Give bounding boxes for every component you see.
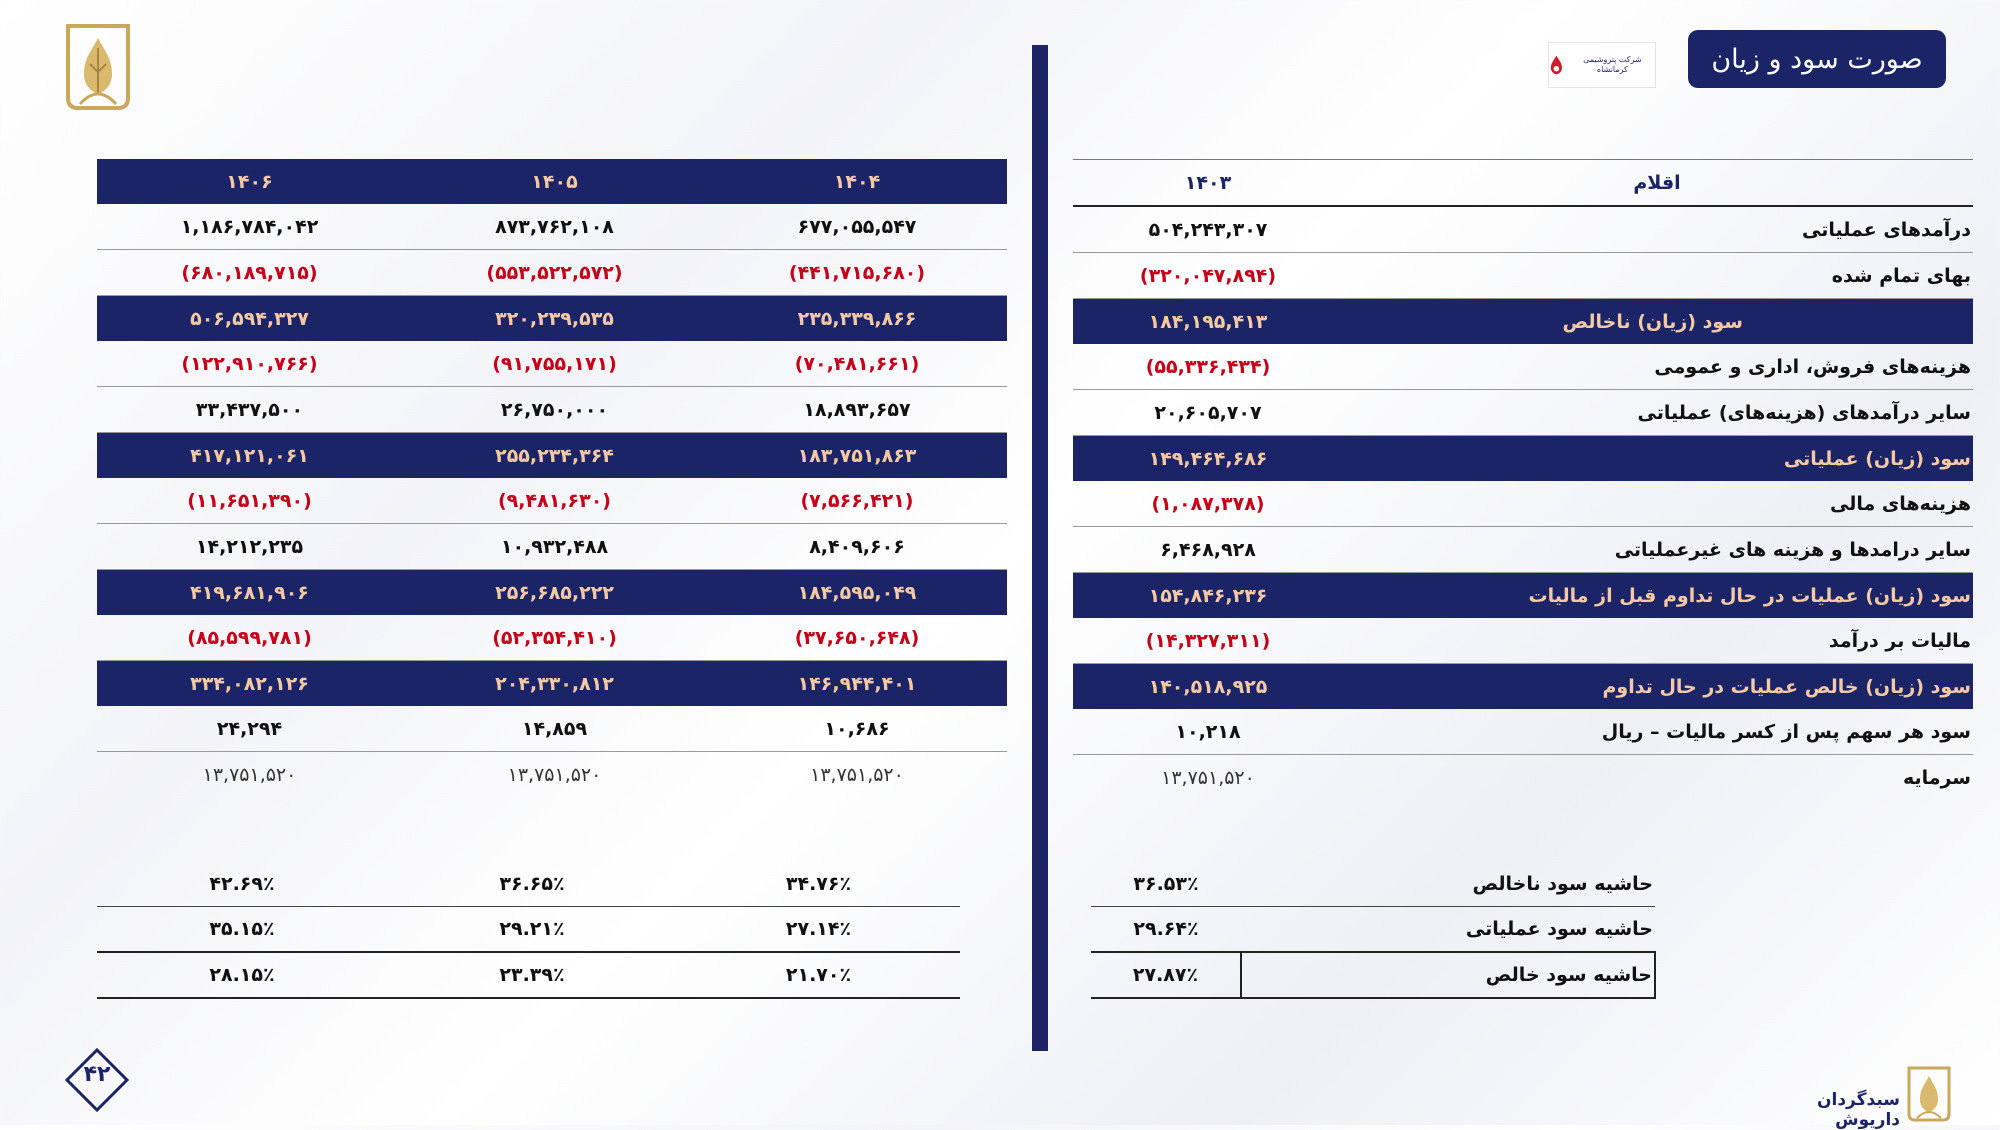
table-cell: (۱۴,۳۲۷,۳۱۱) — [1073, 618, 1343, 664]
income-header-row — [1073, 160, 1973, 207]
projection-margins-table — [97, 862, 960, 999]
table-cell: ۴۲.۶۹٪ — [97, 862, 387, 907]
table-row — [97, 706, 1007, 752]
row-label: سود (زیان) ناخالص — [1343, 299, 1973, 345]
table-cell: (۳۷,۶۵۰,۶۴۸) — [707, 615, 1007, 661]
table-row — [1073, 253, 1973, 299]
table-cell: ۱,۱۸۶,۷۸۴,۰۴۲ — [97, 204, 402, 250]
table-row — [1073, 481, 1973, 527]
row-label: مالیات بر درآمد — [1343, 618, 1973, 664]
table-cell: (۹,۴۸۱,۶۳۰) — [402, 478, 707, 524]
table-cell: (۱۱,۶۵۱,۳۹۰) — [97, 478, 402, 524]
table-cell: ۸,۴۰۹,۶۰۶ — [707, 524, 1007, 570]
table-cell: (۵۲,۳۵۴,۴۱۰) — [402, 615, 707, 661]
table-cell: ۲۰۴,۳۳۰,۸۱۲ — [402, 661, 707, 707]
table-cell: ۳۶.۵۳٪ — [1091, 862, 1241, 907]
table-cell: (۷۰,۴۸۱,۶۶۱) — [707, 341, 1007, 387]
table-row — [1073, 344, 1973, 390]
table-cell: ۲۷.۸۷٪ — [1091, 952, 1241, 998]
table-row — [1091, 862, 1655, 907]
table-row — [1073, 390, 1973, 436]
table-row — [97, 570, 1007, 616]
table-cell: ۱۴,۸۵۹ — [402, 706, 707, 752]
year-header: ۱۴۰۵ — [531, 170, 578, 193]
table-cell: ۲۷.۱۴٪ — [677, 907, 960, 953]
table-cell: (۹۱,۷۵۵,۱۷۱) — [402, 341, 707, 387]
table-cell: (۶۸۰,۱۸۹,۷۱۵) — [97, 250, 402, 296]
table-cell: ۱۳,۷۵۱,۵۲۰ — [507, 763, 602, 786]
table-row — [1073, 709, 1973, 755]
page-number: ۴۲ — [83, 1062, 111, 1087]
row-label: سود هر سهم پس از کسر مالیات – ریال — [1343, 709, 1973, 755]
brand-logo-icon — [62, 20, 134, 112]
table-cell: ۵۰۴,۲۴۳,۳۰۷ — [1073, 206, 1343, 253]
year-header: ۱۴۰۶ — [226, 170, 273, 193]
table-row — [97, 752, 1007, 798]
table-row — [1073, 527, 1973, 573]
table-cell: ۲۸.۱۵٪ — [97, 952, 387, 998]
table-row — [97, 250, 1007, 296]
table-cell: ۶,۴۶۸,۹۲۸ — [1073, 527, 1343, 573]
table-row — [1073, 206, 1973, 253]
table-cell: ۱۴۶,۹۴۴,۴۰۱ — [707, 661, 1007, 707]
row-label: هزینه‌های فروش، اداری و عمومی — [1343, 344, 1973, 390]
table-row — [97, 907, 960, 953]
table-row — [97, 341, 1007, 387]
table-cell: ۱۰,۶۸۶ — [707, 706, 1007, 752]
brand-name: سبدگردان داریوش — [1817, 1090, 1900, 1130]
table-cell: ۲۴,۲۹۴ — [97, 706, 402, 752]
table-row — [1073, 299, 1973, 345]
table-cell: (۴۴۱,۷۱۵,۶۸۰) — [707, 250, 1007, 296]
table-cell: ۲۳۵,۳۳۹,۸۶۶ — [707, 296, 1007, 342]
year-header: ۱۴۰۴ — [833, 170, 881, 193]
table-cell: ۲۶,۷۵۰,۰۰۰ — [402, 387, 707, 433]
table-cell: ۲۵۶,۶۸۵,۲۲۲ — [402, 570, 707, 616]
items-header: اقلام — [1343, 160, 1973, 207]
table-cell: ۱۰,۹۳۲,۴۸۸ — [402, 524, 707, 570]
table-cell: (۳۲۰,۰۴۷,۸۹۴) — [1073, 253, 1343, 299]
table-row — [1073, 755, 1973, 801]
table-cell: ۱۰,۲۱۸ — [1073, 709, 1343, 755]
row-label: حاشیه سود عملیاتی — [1241, 907, 1655, 953]
table-cell: (۷,۵۶۶,۴۲۱) — [707, 478, 1007, 524]
table-cell: ۲۱.۷۰٪ — [677, 952, 960, 998]
table-cell: (۱,۰۸۷,۳۷۸) — [1073, 481, 1343, 527]
table-cell: ۵۰۶,۵۹۴,۳۲۷ — [97, 296, 402, 342]
margins-table — [1091, 862, 1656, 999]
table-row — [97, 296, 1007, 342]
table-cell: ۸۷۳,۷۶۲,۱۰۸ — [402, 204, 707, 250]
brand-logo-small-icon — [1905, 1064, 1953, 1124]
row-label: بهای تمام شده — [1343, 253, 1973, 299]
table-cell: ۲۵۵,۲۳۴,۳۶۴ — [402, 433, 707, 479]
table-cell: ۱۸,۸۹۳,۶۵۷ — [707, 387, 1007, 433]
company-logo — [1548, 42, 1656, 88]
table-cell: ۱۳,۷۵۱,۵۲۰ — [202, 763, 297, 786]
table-cell: ۱۸۴,۱۹۵,۴۱۳ — [1073, 299, 1343, 345]
table-row — [1073, 436, 1973, 482]
table-cell: ۱۸۴,۵۹۵,۰۴۹ — [707, 570, 1007, 616]
year-header: ۱۴۰۳ — [1073, 160, 1343, 207]
table-cell: ۳۳,۴۳۷,۵۰۰ — [97, 387, 402, 433]
flame-icon — [1549, 54, 1564, 76]
table-row — [97, 204, 1007, 250]
row-label: هزینه‌های مالی — [1343, 481, 1973, 527]
table-row — [97, 524, 1007, 570]
company-logo-text: شرکت پتروشیمی کرمانشاه — [1583, 55, 1642, 74]
table-cell: ۳۲۰,۲۳۹,۵۳۵ — [402, 296, 707, 342]
table-cell: (۵۵,۳۳۶,۴۳۴) — [1073, 344, 1343, 390]
table-cell: ۳۴.۷۶٪ — [677, 862, 960, 907]
row-label: سایر درآمدهای (هزینه‌های) عملیاتی — [1343, 390, 1973, 436]
table-row — [97, 661, 1007, 707]
income-statement-table — [1073, 159, 1973, 800]
table-cell: ۱۳,۷۵۱,۵۲۰ — [1161, 766, 1255, 789]
row-label: درآمدهای عملیاتی — [1343, 206, 1973, 253]
table-cell: ۲۳.۳۹٪ — [387, 952, 677, 998]
table-row — [97, 433, 1007, 479]
row-label: سرمایه — [1902, 766, 1971, 789]
table-cell: (۵۵۳,۵۲۲,۵۷۲) — [402, 250, 707, 296]
table-cell: ۱۳,۷۵۱,۵۲۰ — [810, 763, 904, 786]
table-cell: ۳۳۴,۰۸۲,۱۲۶ — [97, 661, 402, 707]
table-cell: ۲۹.۶۴٪ — [1091, 907, 1241, 953]
table-cell: ۶۷۷,۰۵۵,۵۴۷ — [707, 204, 1007, 250]
table-cell: ۲۹.۲۱٪ — [387, 907, 677, 953]
table-row — [97, 615, 1007, 661]
table-row — [97, 387, 1007, 433]
table-row — [1073, 618, 1973, 664]
table-row — [1091, 952, 1655, 998]
table-row — [1073, 664, 1973, 710]
row-label: حاشیه سود خالص — [1241, 952, 1655, 998]
row-label: سود (زیان) عملیاتی — [1343, 436, 1973, 482]
table-cell: ۱۸۳,۷۵۱,۸۶۳ — [707, 433, 1007, 479]
table-cell: ۳۶.۶۵٪ — [387, 862, 677, 907]
row-label: سود (زیان) خالص عملیات در حال تداوم — [1343, 664, 1973, 710]
table-row — [1091, 907, 1655, 953]
table-cell: ۱۵۴,۸۴۶,۲۳۶ — [1073, 573, 1343, 619]
table-row — [97, 478, 1007, 524]
table-cell: ۳۵.۱۵٪ — [97, 907, 387, 953]
table-row — [1073, 573, 1973, 619]
row-label: حاشیه سود ناخالص — [1241, 862, 1655, 907]
table-cell: (۸۵,۵۹۹,۷۸۱) — [97, 615, 402, 661]
row-label: سایر درامدها و هزینه های غیرعملیاتی — [1343, 527, 1973, 573]
projection-header-row — [97, 159, 1007, 204]
projection-table — [97, 159, 1007, 797]
table-row — [97, 862, 960, 907]
table-cell: (۱۲۲,۹۱۰,۷۶۶) — [97, 341, 402, 387]
table-cell: ۱۴,۲۱۲,۲۳۵ — [97, 524, 402, 570]
page-title: صورت سود و زیان — [1688, 30, 1946, 88]
table-cell: ۱۴۰,۵۱۸,۹۲۵ — [1073, 664, 1343, 710]
table-cell: ۱۴۹,۴۶۴,۶۸۶ — [1073, 436, 1343, 482]
table-cell: ۴۱۹,۶۸۱,۹۰۶ — [97, 570, 402, 616]
table-row — [97, 952, 960, 998]
table-cell: ۲۰,۶۰۵,۷۰۷ — [1073, 390, 1343, 436]
table-cell: ۴۱۷,۱۲۱,۰۶۱ — [97, 433, 402, 479]
row-label: سود (زیان) عملیات در حال تداوم قبل از مالیات — [1343, 573, 1973, 619]
vertical-divider — [1032, 45, 1048, 1051]
